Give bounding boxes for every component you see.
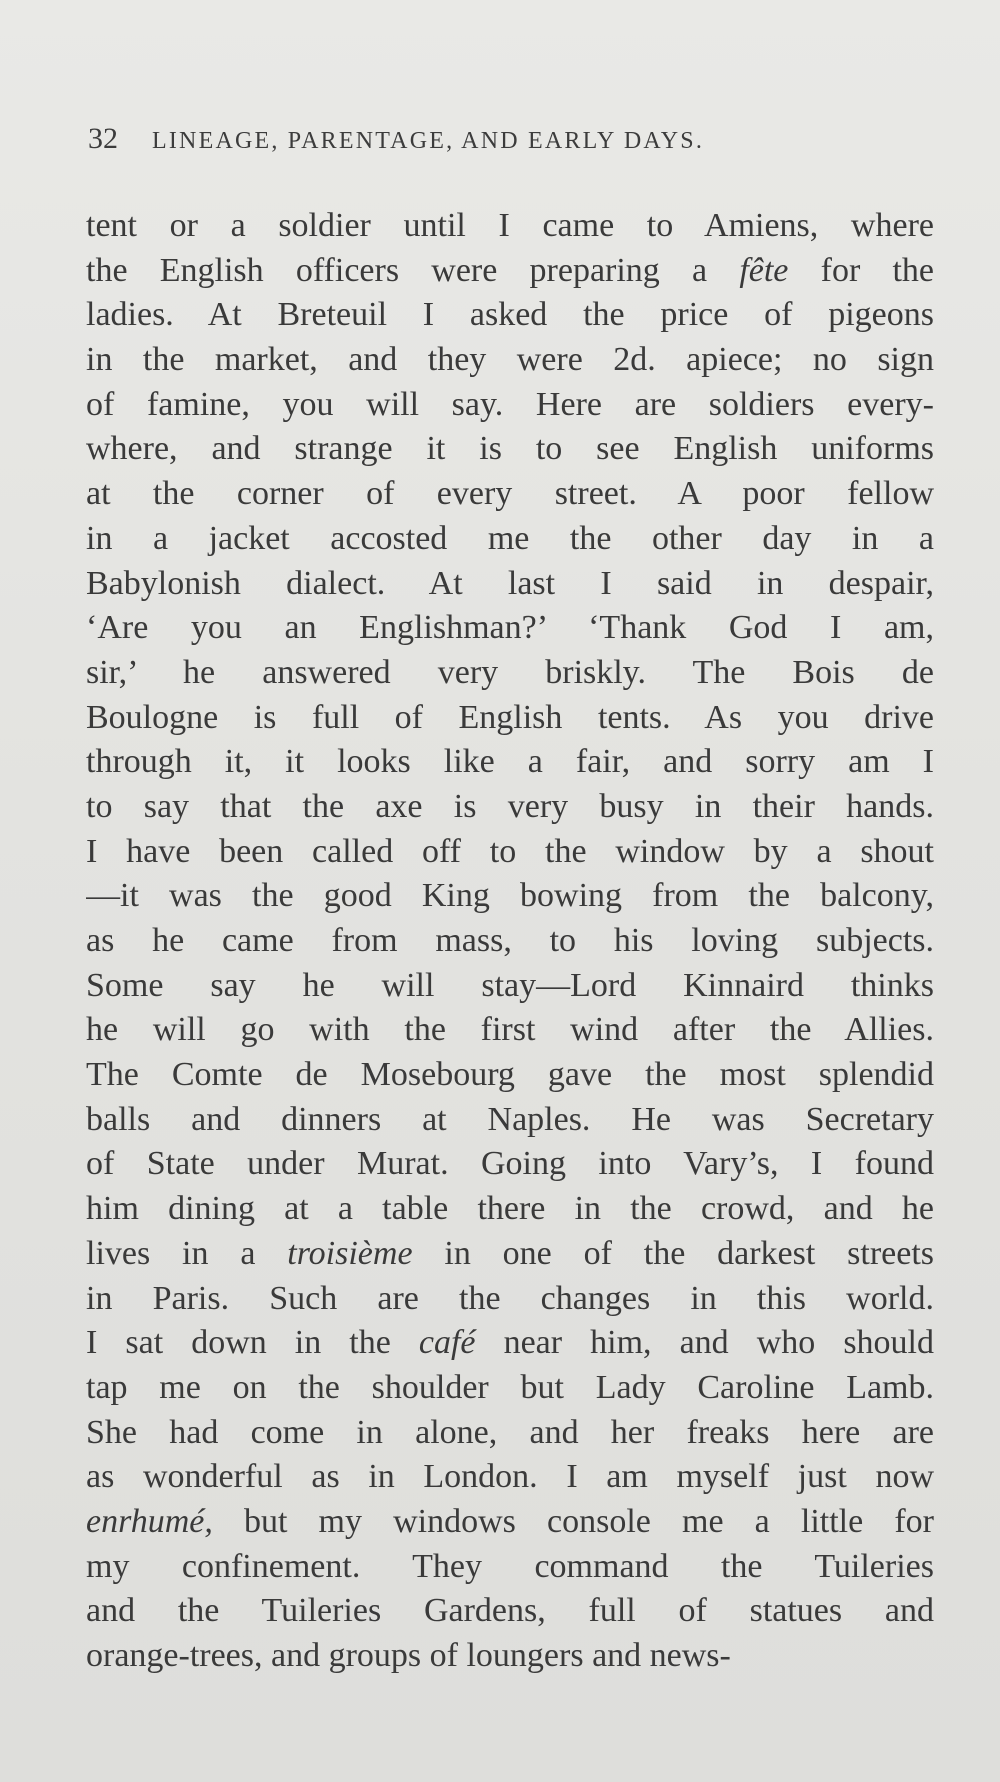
italic-word: troisième <box>287 1234 413 1272</box>
italic-word: fête <box>739 251 789 289</box>
text-line: orange-trees, and groups of loungers and news- <box>86 1637 731 1674</box>
text-line: sir,’ he answered very briskly. The Bois de <box>86 653 934 691</box>
text-line: to say that the axe is very busy in their hands. <box>86 787 934 825</box>
text-line: Some say he will stay—Lord Kinnaird thinks <box>86 966 934 1004</box>
text-line: of famine, you will say. Here are soldiers every- <box>86 385 934 423</box>
text-line: Babylonish dialect. At last I said in despair, <box>86 564 934 602</box>
text-line: Boulogne is full of English tents. As you drive <box>86 698 934 736</box>
text-line: in the market, and they were 2d. apiece; no sign <box>86 341 934 379</box>
page-number: 32 <box>88 122 118 155</box>
text-line: through it, it looks like a fair, and sorry am I <box>86 743 934 781</box>
italic-word: enrhumé, <box>86 1502 213 1540</box>
text-line: The Comte de Mosebourg gave the most splendid <box>86 1056 934 1094</box>
running-title: LINEAGE, PARENTAGE, AND EARLY DAYS. <box>152 128 705 154</box>
text-line: ‘Are you an Englishman?’ ‘Thank God I am, <box>86 609 934 647</box>
text-line: the English officers were preparing a fête for the <box>86 251 934 289</box>
text-line: lives in a troisième in one of the darkest streets <box>86 1234 934 1272</box>
text-line: him dining at a table there in the crowd, and he <box>86 1190 934 1228</box>
text-line: —it was the good King bowing from the balcony, <box>86 877 934 915</box>
body-text <box>86 204 934 1679</box>
text-line: he will go with the first wind after the Allies. <box>86 1011 934 1049</box>
text-line: my confinement. They command the Tuileries <box>86 1547 934 1585</box>
text-line: at the corner of every street. A poor fellow <box>86 475 934 513</box>
text-line: in Paris. Such are the changes in this world. <box>86 1279 934 1317</box>
text-line: I have been called off to the window by a shout <box>86 832 934 870</box>
running-head <box>88 122 858 162</box>
text-line: and the Tuileries Gardens, full of statues and <box>86 1592 934 1630</box>
text-line: tap me on the shoulder but Lady Caroline Lamb. <box>86 1368 934 1406</box>
text-line: I sat down in the café near him, and who should <box>86 1324 934 1362</box>
text-line: as wonderful as in London. I am myself just now <box>86 1458 934 1496</box>
text-line: as he came from mass, to his loving subjects. <box>86 922 934 959</box>
text-line: balls and dinners at Naples. He was Secretary <box>86 1100 934 1138</box>
text-line: enrhumé, but my windows console me a little for <box>86 1502 934 1540</box>
text-line: of State under Murat. Going into Vary’s, I found <box>86 1145 934 1183</box>
text-line: She had come in alone, and her freaks here are <box>86 1413 934 1451</box>
text-line: in a jacket accosted me the other day in a <box>86 519 934 557</box>
italic-word: café <box>418 1324 476 1362</box>
text-line: where, and strange it is to see English uniforms <box>86 430 934 468</box>
text-line: ladies. At Breteuil I asked the price of pigeons <box>86 296 934 334</box>
text-line: tent or a soldier until I came to Amiens, where <box>86 207 934 244</box>
